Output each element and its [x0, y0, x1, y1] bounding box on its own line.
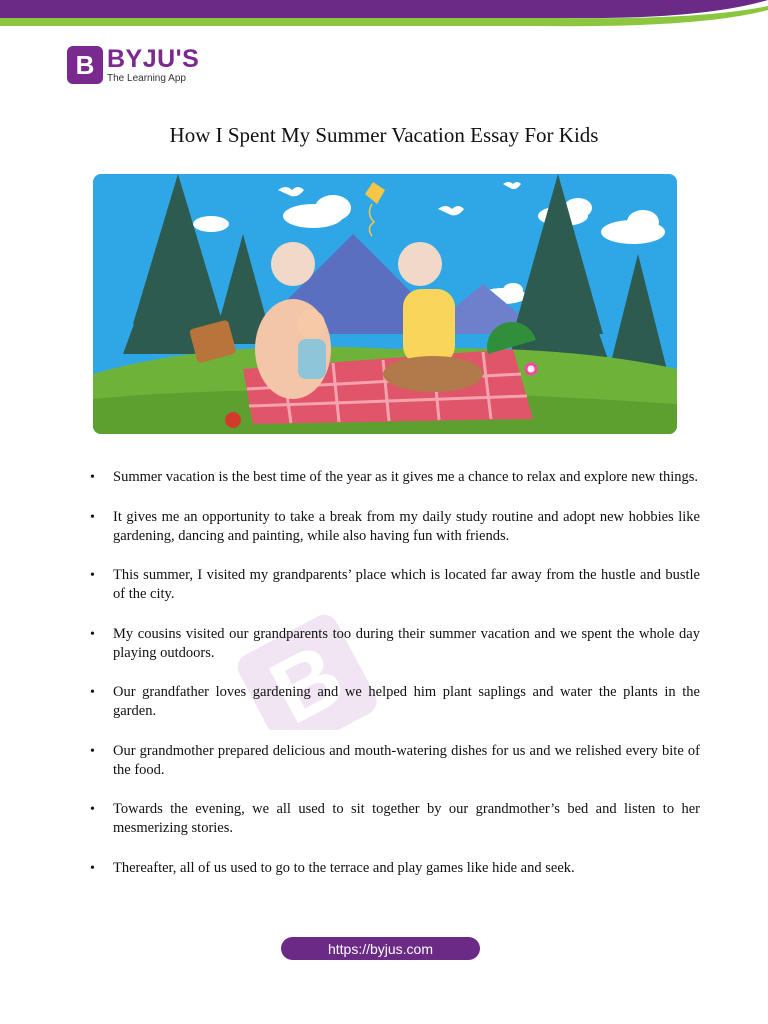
bullet-icon: • — [90, 743, 95, 759]
essay-bullet-list — [90, 468, 700, 898]
page-title: How I Spent My Summer Vacation Essay For Kids — [169, 123, 599, 147]
list-item: • Summer vacation is the best time of the year as it gives me a chance to relax and explore new things. — [90, 469, 699, 485]
svg-text:B: B — [255, 624, 360, 730]
bullet-icon: • — [90, 509, 95, 525]
top-decorative-band — [0, 0, 768, 30]
list-item: • Our grandmother prepared delicious and mouth-watering dishes for us and we relished every bite of the food. — [90, 742, 700, 778]
logo-mark-icon: B — [67, 46, 103, 84]
bullet-icon: • — [90, 568, 95, 583]
list-item: • Towards the evening, we all used to sit together by our grandmother’s bed and listen to her mesmerizing stories. — [90, 801, 700, 836]
footer-url-link[interactable]: https://byjus.com — [281, 937, 480, 960]
list-item: • It gives me an opportunity to take a break from my daily study routine and adopt new hobbies like gardening, dancing and painting, while also having fun with friends. — [90, 508, 700, 544]
logo-name: BYJU'S — [107, 44, 200, 73]
bullet-icon: • — [90, 626, 95, 642]
list-item: • This summer, I visited my grandparents’ place which is located far away from the hustle and bustle of the city. — [90, 567, 700, 602]
list-item: • Our grandfather loves gardening and we helped him plant saplings and water the plants in the garden. — [90, 684, 700, 719]
picnic-illustration — [93, 174, 677, 434]
bullet-icon: • — [90, 802, 95, 817]
list-item: • Thereafter, all of us used to go to the terrace and play games like hide and seek. — [90, 859, 575, 876]
list-item: • My cousins visited our grandparents too during their summer vacation and we spent the whole day playing outdoors. — [90, 625, 700, 661]
bullet-icon: • — [90, 470, 95, 485]
logo-tagline: The Learning App — [107, 72, 186, 84]
bullet-icon: • — [90, 860, 95, 876]
bullet-icon: • — [90, 685, 95, 700]
byjus-logo[interactable] — [67, 45, 199, 85]
